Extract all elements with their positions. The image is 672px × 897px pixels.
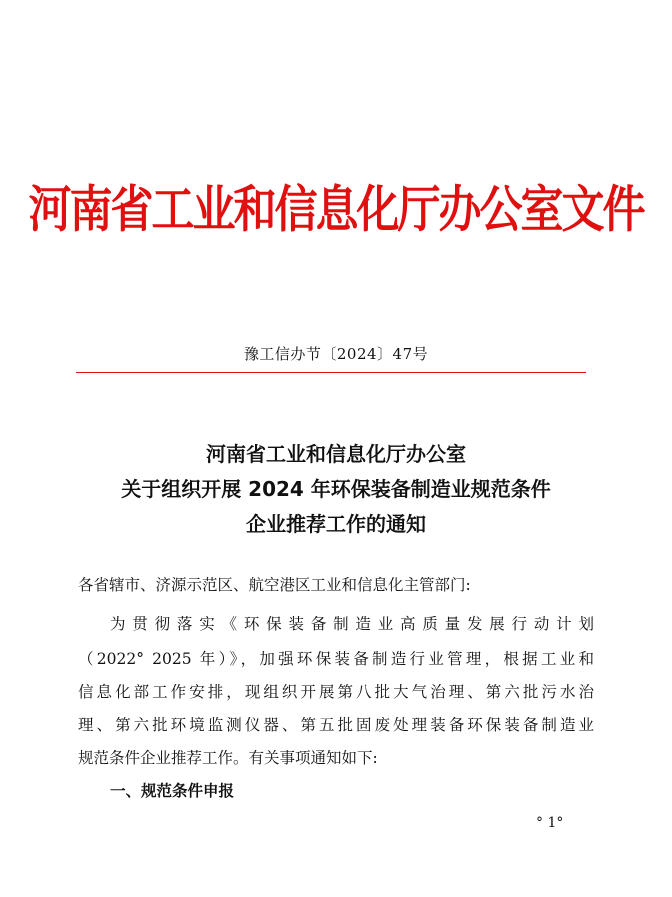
- addressee: 各省辖市、济源示范区、航空港区工业和信息化主管部门:: [78, 576, 471, 594]
- document-number: 豫工信办节〔2024〕47号: [243, 345, 429, 363]
- paragraph-line-5: 规范条件企业推荐工作。有关事项通知如下:: [78, 749, 378, 767]
- notice-title-line-1: 河南省工业和信息化厅办公室: [206, 442, 466, 466]
- red-divider-line: [76, 372, 586, 373]
- red-masthead-title: 河南省工业和信息化厅办公室文件: [28, 181, 644, 240]
- paragraph-line-4: 理、第六批环境监测仪器、第五批固废处理装备环保装备制造业: [78, 716, 594, 734]
- page-number: ° 1°: [536, 815, 564, 831]
- notice-title-line-2: 关于组织开展 2024 年环保装备制造业规范条件: [121, 477, 551, 501]
- paragraph-line-3: 信息化部工作安排，现组织开展第八批大气治理、第六批污水治: [78, 683, 594, 701]
- notice-title-line-3: 企业推荐工作的通知: [246, 512, 426, 536]
- paragraph-line-2: （2022° 2025 年）》，加强环保装备制造行业管理，根据工业和: [78, 650, 594, 668]
- paragraph-line-1: 为贯彻落实《环保装备制造业高质量发展行动计划: [110, 615, 594, 633]
- section-heading: 一、规范条件申报: [110, 782, 235, 800]
